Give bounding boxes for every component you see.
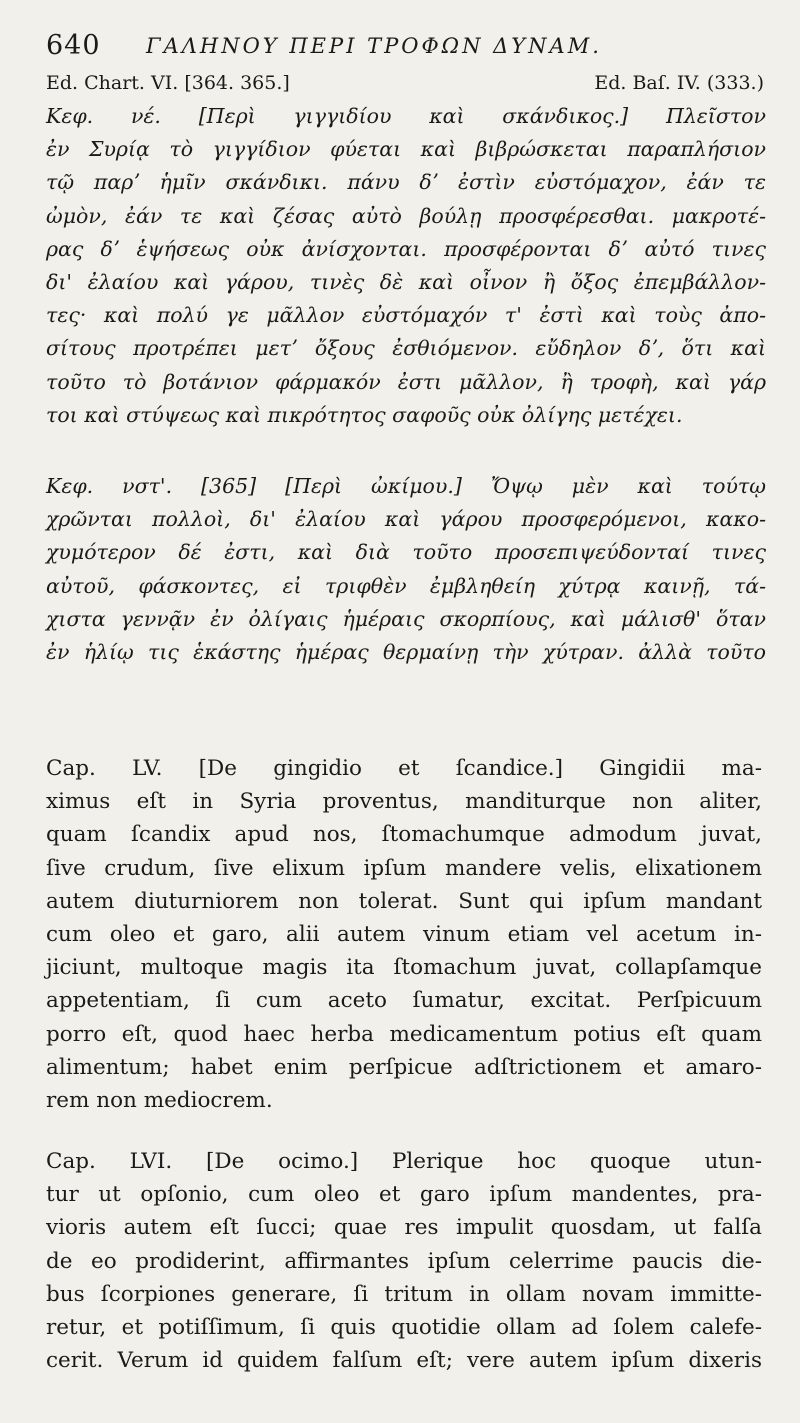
running-head (46, 28, 754, 68)
running-title: ΓΑΛΗΝΟΥ ΠΕΡΙ ΤΡΟΦΩΝ ΔΥΝΑΜ. (146, 34, 602, 58)
greek-chapter-55 (46, 100, 766, 432)
text-line: σίτους προτρέπει μετʼ ὄξους ἐσθιόμενον. εὔδηλον δʼ, ὅτι καὶ (46, 336, 766, 361)
edition-references (46, 72, 764, 102)
text-line: bus ſcorpiones generare, ſi tritum in ollam novam immitte- (46, 1281, 762, 1307)
text-line: alimentum; habet enim perſpicue adſtrictionem et amaro- (46, 1054, 762, 1080)
text-line: de eo prodiderint, affirmantes ipſum celerrime paucis die- (46, 1248, 762, 1274)
text-line: τοι καὶ στύψεως καὶ πικρότητος σαφοῦς οὐκ ὀλίγης μετέχει. (46, 402, 683, 427)
text-line: Κεφ. νέ. [Περὶ γιγγιδίου καὶ σκάνδικος.] Πλεῖστον (46, 104, 766, 128)
text-line: τῷ παρʼ ἡμῖν σκάνδικι. πάνυ δʼ ἐστὶν εὐστόμαχον, ἐάν τε (46, 170, 766, 195)
text-line: ximus eſt in Syria proventus, manditurque non aliter, (46, 789, 762, 815)
text-line: autem diuturniorem non tolerat. Sunt qui ipſum mandant (46, 888, 762, 914)
text-line: porro eſt, quod haec herba medicamentum potius eſt quam (46, 1021, 762, 1047)
text-line: τοῦτο τὸ βοτάνιον φάρμακόν ἐστι μᾶλλον, ἢ τροφὴ, καὶ γάρ (46, 369, 766, 394)
text-line: cum oleo et garo, alii autem vinum etiam vel acetum in- (46, 922, 762, 948)
text-line: χιστα γεννᾷν ἐν ὀλίγαις ἡμέραις σκορπίους, καὶ μάλισθ' ὅταν (46, 606, 766, 631)
latin-chapter-56 (46, 1145, 762, 1377)
text-line: ſive crudum, ſive elixum ipſum mandere velis, elixationem (46, 855, 762, 881)
text-line: χρῶνται πολλοὶ, δι' ἐλαίου καὶ γάρου προσφερόμενοι, κακο- (46, 507, 766, 532)
page-number: 640 (46, 30, 101, 61)
greek-chapter-56 (46, 470, 766, 669)
text-line: τες· καὶ πολύ γε μᾶλλον εὐστόμαχόν τ' ἐστὶ καὶ τοὺς ἀπο- (46, 303, 766, 328)
text-line: χυμότερον δέ ἐστι, καὶ διὰ τοῦτο προσεπιψεύδονταί τινες (46, 540, 766, 565)
text-line: rem non mediocrem. (46, 1088, 273, 1114)
text-line: cerit. Verum id quidem falſum eſt; vere autem ipſum dixeris (46, 1348, 762, 1374)
text-line: Κεφ. νστ'. [365] [Περὶ ὠκίμου.] Ὄψῳ μὲν καὶ τούτῳ (46, 474, 766, 498)
text-line: Cap. LVI. [De ocimo.] Plerique hoc quoque utun- (46, 1149, 762, 1174)
latin-chapter-55 (46, 752, 762, 1117)
edition-chartier-ref: Ed. Chart. VI. [364. 365.] (46, 72, 290, 94)
text-line: jiciunt, multoque magis ita ſtomachum juvat, collapſamque (46, 955, 762, 981)
text-line: quam ſcandix apud nos, ſtomachumque admodum juvat, (46, 822, 762, 848)
edition-basel-ref: Ed. Baſ. IV. (333.) (594, 72, 764, 94)
text-line: ὠμὸν, ἐάν τε καὶ ζέσας αὐτὸ βούλῃ προσφέρεσθαι. μακροτέ- (46, 203, 766, 228)
text-line: tur ut opſonio, cum oleo et garo ipſum mandentes, pra- (46, 1182, 762, 1208)
text-line: ἐν ἡλίῳ τις ἑκάστης ἡμέρας θερμαίνῃ τὴν χύτραν. ἀλλὰ τοῦτο (46, 640, 766, 665)
text-line: ρας δʼ ἑψήσεως οὐκ ἀνίσχονται. προσφέρονται δʼ αὐτό τινες (46, 236, 766, 261)
text-line: ἐν Συρίᾳ τὸ γιγγίδιον φύεται καὶ βιβρώσκεται παραπλήσιον (46, 137, 766, 162)
text-line: retur, et potiſſimum, ſi quis quotidie ollam ad ſolem calefe- (46, 1315, 762, 1341)
text-line: δι' ἐλαίου καὶ γάρου, τινὲς δὲ καὶ οἶνον ἢ ὄξος ἐπεμβάλλον- (46, 270, 766, 295)
text-line: Cap. LV. [De gingidio et ſcandice.] Gingidii ma- (46, 756, 762, 781)
text-line: αὐτοῦ, φάσκοντες, εἰ τριφθὲν ἐμβληθείη χύτρᾳ καινῇ, τά- (46, 573, 766, 598)
text-line: vioris autem eſt ſucci; quae res impulit quosdam, ut falſa (46, 1215, 762, 1241)
text-line: appetentiam, ſi cum aceto ſumatur, excitat. Perſpicuum (46, 988, 762, 1014)
